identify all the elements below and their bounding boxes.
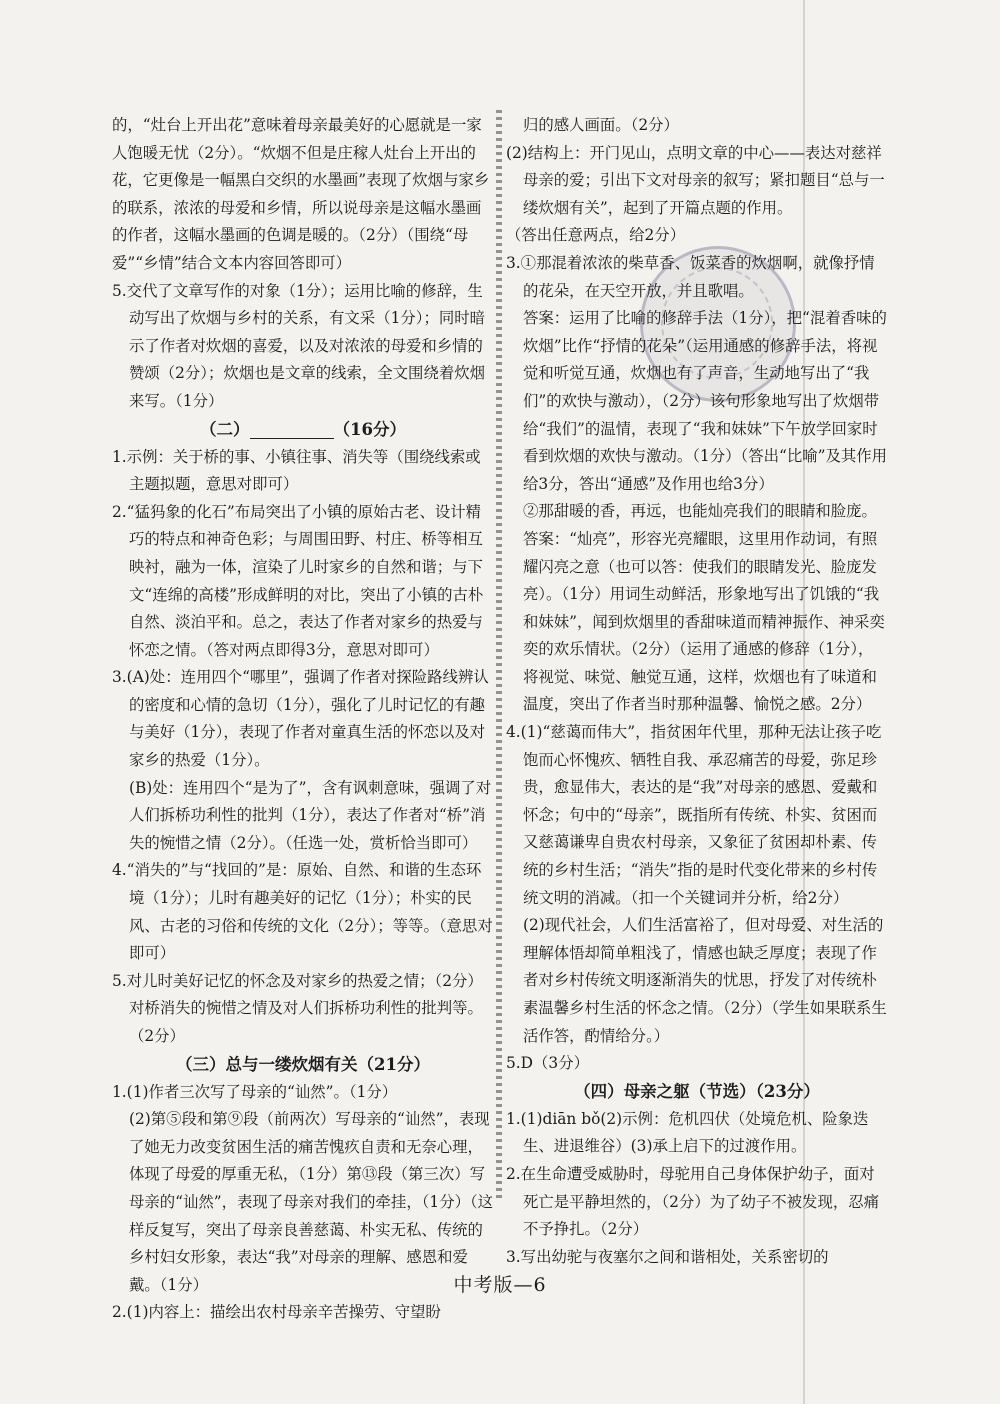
right-column (506, 112, 888, 1266)
page-footer: 中考版—6 (453, 1274, 547, 1296)
section-3-answer-1a: 1.(1)作者三次写了母亲的“讪然”。（1分） (112, 1082, 398, 1101)
section-3-answer-2a-end: 归的感人画面。（2分） (522, 116, 679, 134)
section-2-answer-4: 4.“消失的”与“找回的”是：原始、自然、和谐的生态环境（1分）；儿时有趣美好的记忆（1分）；朴实的民风、古老的习俗和传统的文化（2分）；等等。（意思对即可） (112, 861, 493, 963)
section-2-answer-1: 1.示例：关于桥的事、小镇往事、消失等（围绕线索或主题拟题，意思对即可） (112, 447, 481, 494)
section-3-answer-3-quote-1: 3.①那混着浓浓的柴草香、饭菜香的炊烟啊，就像抒情的花朵，在天空开放，并且歌唱。 (506, 253, 875, 300)
section-3-answer-5: 5.D（3分） (506, 1054, 589, 1073)
section-4-answer-3: 3.写出幼驼与夜塞尔之间和谐相处，关系密切的 (506, 1247, 829, 1266)
section-3-answer-3-quote-2: ②那甜暖的香，再远，也能灿亮我们的眼睛和脸庞。 (522, 502, 877, 521)
section-3-answer-3-analysis-1: 答案：运用了比喻的修辞手法（1分），把“混着香味的炊烟”比作“抒情的花朵”（运用通感的修辞手法，将视觉和听觉互通，炊烟也有了声音，生动地写出了“我们”的欢快与激动），（2分）该句形象地写出了炊烟带给“我们”的温情，表现了“我和妹妹”下午放学回家时看到炊烟的欢快与激动。（1分）（答出“比喻”及其作用给3分，答出“通感”及作用也给3分） (522, 309, 888, 493)
section-2-answer-5: 5.对儿时美好记忆的怀念及对家乡的热爱之情；（2分）对桥消失的惋惜之情及对人们拆桥功利性的批判等。（2分） (112, 971, 483, 1045)
section-4-answer-2: 2.在生命遭受威胁时，母驼用自己身体保护幼子，面对死亡是平静坦然的，（2分）为了幼子不被发现，忍痛不予挣扎。（2分） (506, 1164, 880, 1239)
column-divider (496, 110, 502, 1200)
section-3-answer-2b: (2)结构上：开门见山，点明文章的中心——表达对慈祥母亲的爱；引出下文对母亲的叙写；紧扣题目“总与一缕炊烟有关”，起到了开篇点题的作用。 (506, 143, 885, 217)
left-column (112, 112, 494, 1322)
section-2-answer-3b: (B)处：连用四个“是为了”，含有讽刺意味，强调了对人们拆桥功利性的批判（1分），表达了作者对“桥”消失的惋惜之情（2分）。（任选一处，赏析恰当即可） (128, 778, 492, 852)
answer-5: 5.交代了文章写作的对象（1分）；运用比喻的修辞，生动写出了炊烟与乡村的关系，有文采（1分）；同时暗示了作者对炊烟的喜爱，以及对浓浓的母爱和乡情的赞颂（2分）；炊烟也是文章的线索，全文围绕着炊烟来写。（1分） (112, 281, 486, 410)
section-3-answer-1b: (2)第⑤段和第⑨段（前两次）写母亲的“讪然”，表现了她无力改变贫困生活的痛苦愧疚自责和无奈心理，体现了母爱的厚重无私，（1分）第⑬段（第三次）写母亲的“讪然”，表现了母亲对我们的牵挂，（1分）（这样反复写，突出了母亲良善慈蔼、朴实无私、传统的乡村妇女形象，表达“我”对母亲的理解、感恩和爱戴。（1分） (128, 1110, 494, 1294)
section-3-heading: （三）总与一缕炊烟有关（21分） (176, 1054, 430, 1074)
section-4-heading: （四）母亲之躯（节选）（23分） (574, 1081, 820, 1101)
section-3-answer-2-note: （答出任意两点，给2分） (506, 226, 686, 245)
section-3-answer-4a: 4.(1)“慈蔼而伟大”，指贫困年代里，那种无法让孩子吃饱而心怀愧疚、牺牲自我、承忍痛苦的母爱，弥足珍贵，愈显伟大，表达的是“我”对母亲的感恩、爱戴和怀念；句中的“母亲”，既指所有传统、朴实、贫困而又慈蔼谦卑自贵农村母亲，又象征了贫困却朴素、传统的乡村生活；“消失”指的是时代变化带来的乡村传统文明的消减。（扣一个关键词并分析，给2分） (506, 723, 882, 907)
section-4-answer-1: 1.(1)diān bǒ(2)示例：危机四伏（处境危机、险象迭生、进退维谷）(3)承上启下的过渡作用。 (506, 1109, 869, 1156)
section-3-answer-4b: (2)现代社会，人们生活富裕了，但对母爱、对生活的理解体悟却简单粗浅了，情感也缺乏厚度；表现了作者对乡村传统文明逐渐消失的忧思，抒发了对传统朴素温馨乡村生活的怀念之情。（2分）（学生如果联系生活作答，酌情给分。） (522, 916, 887, 1045)
section-3-answer-2a: 2.(1)内容上：描绘出农村母亲辛苦操劳、守望盼 (112, 1303, 441, 1322)
section-3-answer-3-analysis-2: 答案：“灿亮”，形容光亮耀眼，这里用作动词，有照耀闪亮之意（也可以答：使我们的眼睛发光、脸庞发亮）。（1分）用词生动鲜活，形象地写出了饥饿的“我和妹妹”，闻到炊烟里的香甜味道而精神振作、神采奕奕的欢乐情状。（2分）（运用了通感的修辞（1分），将视觉、味觉、触觉互通，这样，炊烟也有了味道和温度，突出了作者当时那种温馨、愉悦之感。2分） (522, 529, 885, 714)
section-2-heading: （二） （16分） (200, 419, 406, 439)
section-2-answer-3a: 3.(A)处：连用四个“哪里”，强调了作者对探险路线辨认的密度和心情的急切（1分），强化了儿时记忆的有趣与美好（1分），表现了作者对童真生活的怀恋以及对家乡的热爱（1分）。 (112, 668, 489, 770)
section-2-answer-2: 2.“猛犸象的化石”布局突出了小镇的原始古老、设计精巧的特点和神奇色彩；与周围田野、村庄、桥等相互映衬，融为一体，渲染了儿时家乡的自然和谐；与下文“连绵的高楼”形成鲜明的对比，突出了小镇的古朴自然、淡泊平和。总之，表达了作者对家乡的热爱与怀恋之情。（答对两点即得3分，意思对即可） (112, 502, 484, 659)
answer-4-continued: 的，“灶台上开出花”意味着母亲最美好的心愿就是一家人饱暖无忧（2分）。“炊烟不但是庄稼人灶台上开出的花，它更像是一幅黑白交织的水墨画”表现了炊烟与家乡的联系，浓浓的母爱和乡情，所以说母亲是这幅水墨画的作者，这幅水墨画的色调是暖的。（2分）（围绕“母爱”“乡情”结合文本内容回答即可） (112, 116, 490, 272)
title-blank-line (250, 422, 334, 439)
